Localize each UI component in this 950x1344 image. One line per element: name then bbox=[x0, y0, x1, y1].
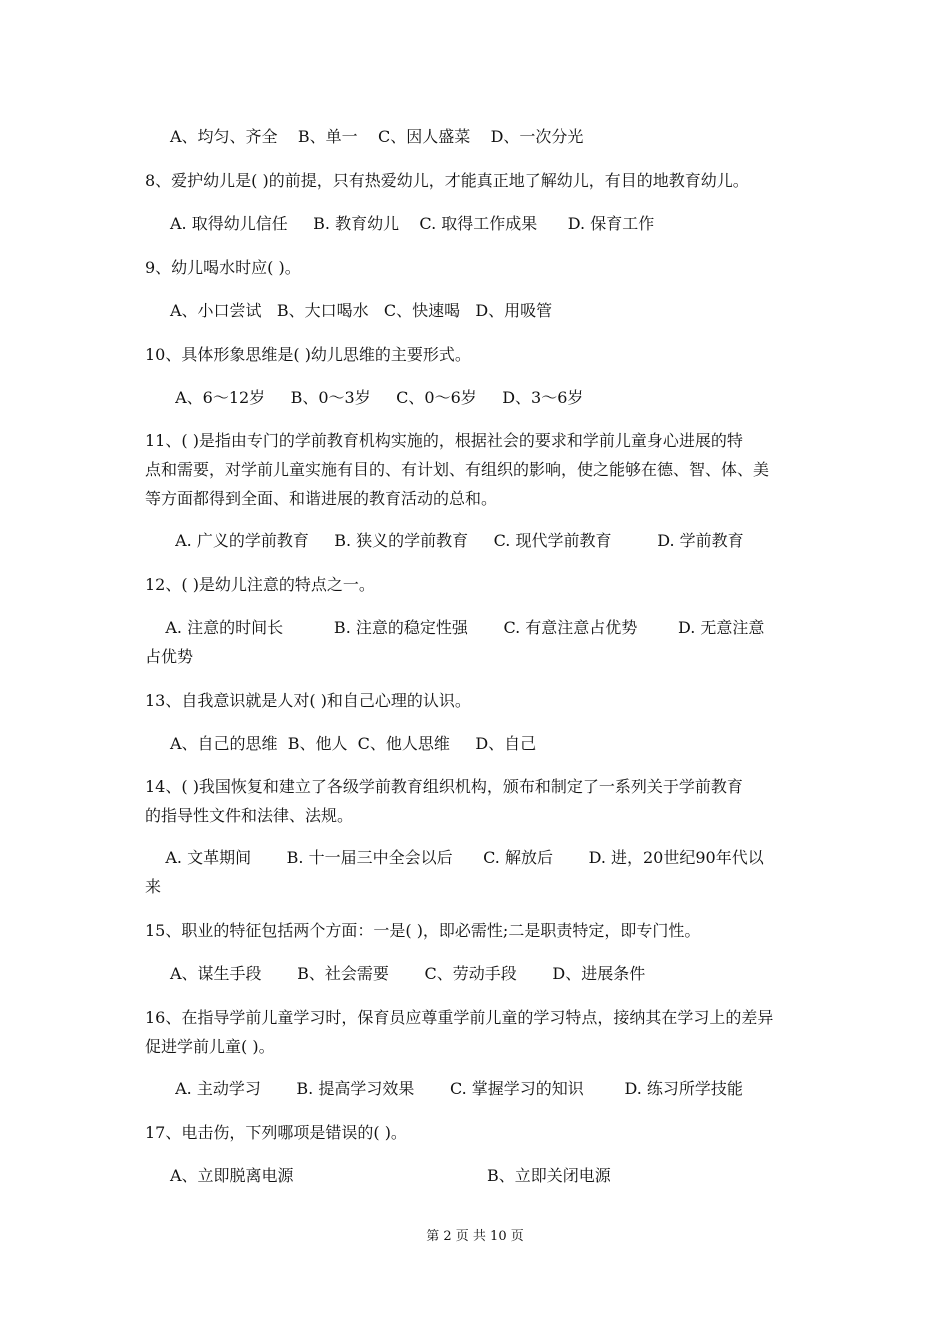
q11-options: A. 广义的学前教育 B. 狭义的学前教育 C. 现代学前教育 D. 学前教育 bbox=[170, 531, 744, 550]
q10-options: A、6～12岁 B、0～3岁 C、0～6岁 D、3～6岁 bbox=[170, 388, 584, 407]
q17-option-b: B、立即关闭电源 bbox=[487, 1166, 611, 1185]
q12-options-line-1: A. 注意的时间长 B. 注意的稳定性强 C. 有意注意占优势 D. 无意注意 bbox=[145, 618, 765, 637]
q11-stem-line-3: 等方面都得到全面、和谐进展的教育活动的总和。 bbox=[145, 489, 498, 508]
q9-stem: 9、幼儿喝水时应( )。 bbox=[145, 258, 301, 277]
q12-options-line-2: 占优势 bbox=[145, 647, 194, 666]
q16-stem-line-2: 促进学前儿童( )。 bbox=[145, 1037, 275, 1056]
q7-options: A、均匀、齐全 B、单一 C、因人盛菜 D、一次分光 bbox=[170, 127, 584, 146]
q17-option-a: A、立即脱离电源 bbox=[170, 1166, 294, 1185]
q15-options: A、谋生手段 B、社会需要 C、劳动手段 D、进展条件 bbox=[170, 964, 646, 983]
q13-stem: 13、自我意识就是人对( )和自己心理的认识。 bbox=[145, 691, 471, 710]
q11-stem-line-2: 点和需要，对学前儿童实施有目的、有计划、有组织的影响，使之能够在德、智、体、美 bbox=[145, 460, 770, 479]
q14-options-line-2: 来 bbox=[145, 877, 162, 896]
q15-stem: 15、职业的特征包括两个方面：一是( )，即必需性;二是职责特定，即专门性。 bbox=[145, 921, 701, 940]
q8-options: A. 取得幼儿信任 B. 教育幼儿 C. 取得工作成果 D. 保育工作 bbox=[170, 214, 655, 233]
q14-stem-line-2: 的指导性文件和法律、法规。 bbox=[145, 806, 354, 825]
q17-stem: 17、电击伤，下列哪项是错误的( )。 bbox=[145, 1123, 407, 1142]
q11-stem-line-1: 11、( )是指由专门的学前教育机构实施的，根据社会的要求和学前儿童身心进展的特 bbox=[145, 431, 743, 450]
q10-stem: 10、具体形象思维是( )幼儿思维的主要形式。 bbox=[145, 345, 471, 364]
q12-stem: 12、( )是幼儿注意的特点之一。 bbox=[145, 575, 375, 594]
q14-options-line-1: A. 文革期间 B. 十一届三中全会以后 C. 解放后 D. 进，20世纪90年代以 bbox=[145, 848, 764, 867]
page-number-footer: 第 2 页 共 10 页 bbox=[426, 1229, 524, 1244]
q9-options: A、小口尝试 B、大口喝水 C、快速喝 D、用吸管 bbox=[170, 301, 553, 320]
q14-stem-line-1: 14、( )我国恢复和建立了各级学前教育组织机构，颁布和制定了一系列关于学前教育 bbox=[145, 777, 743, 796]
q16-stem-line-1: 16、在指导学前儿童学习时，保育员应尊重学前儿童的学习特点，接纳其在学习上的差异 bbox=[145, 1008, 774, 1027]
q16-options: A. 主动学习 B. 提高学习效果 C. 掌握学习的知识 D. 练习所学技能 bbox=[170, 1079, 743, 1098]
q13-options: A、自己的思维 B、他人 C、他人思维 D、自己 bbox=[170, 734, 537, 753]
q8-stem: 8、爱护幼儿是( )的前提，只有热爱幼儿，才能真正地了解幼儿，有目的地教育幼儿。 bbox=[145, 171, 749, 190]
